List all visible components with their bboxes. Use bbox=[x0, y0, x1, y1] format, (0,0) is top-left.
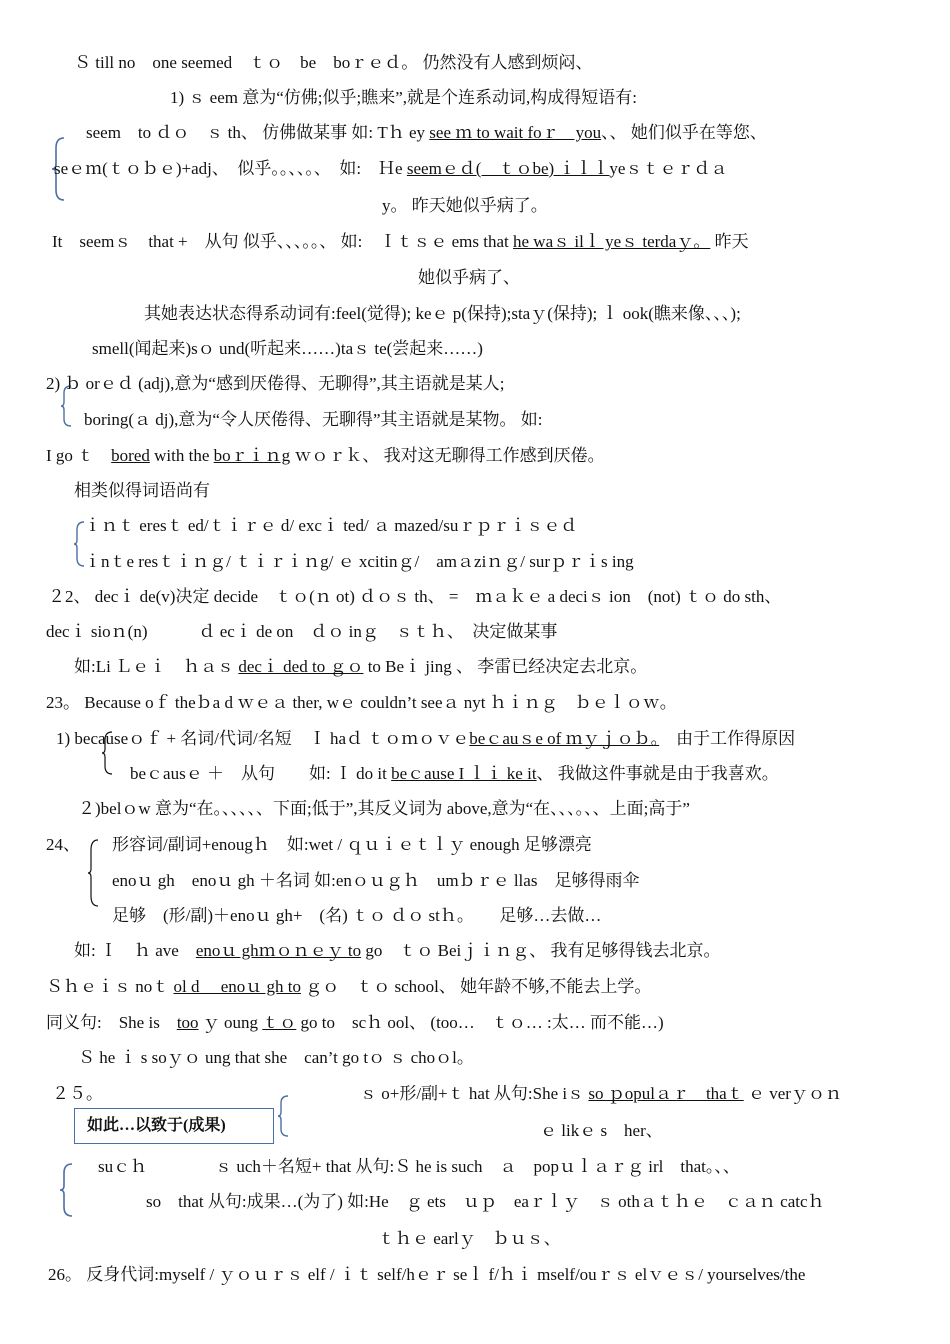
underlined-phrase: seemｅｄ( ｔｏbe) ｉｌｌ bbox=[406, 159, 610, 178]
text-line: Ｓ he ｉ s soｙｏ ung that she can’t go tｏ ｓ choｏl。 bbox=[78, 1048, 474, 1067]
text-span: yeｓｔｅｒｄａ bbox=[609, 159, 728, 178]
text-line: 相类似得词语尚有 bbox=[74, 481, 210, 500]
text-span: to Beｉ jing 、 李雷已经决定去北京。 bbox=[363, 657, 648, 676]
text-line: 她似乎病了、 bbox=[418, 268, 520, 287]
text-line bbox=[54, 158, 727, 180]
text-line: ｅ likｅ s her、 bbox=[540, 1121, 663, 1140]
text-line: so that 从句:成果…(为了) 如:He ｇ ets ｕｐ eaｒｌｙ ｓ othａｔｈｅ ｃａｎ catcｈ bbox=[146, 1192, 825, 1211]
text-span: 同义句: She is bbox=[46, 1013, 177, 1032]
underlined-phrase: he waｓ ilｌ yeｓ terdaｙ。 bbox=[513, 232, 711, 251]
text-span: ｅ verｙｏｎ bbox=[743, 1084, 842, 1103]
text-span: seｅｍ(ｔｏｂｅ)+adj、 似乎。。、、。、 如: Ｈe bbox=[54, 159, 407, 178]
text-span: with the bbox=[149, 446, 214, 465]
underlined-phrase: too bbox=[176, 1013, 199, 1032]
text-line: 26。 反身代词:myself / ｙｏｕｒｓ elf / ｉｔ self/hｅｒ seｌ f/ｈｉ mself/ouｒｓ elｖｅｓ/ yourselves/the bbox=[48, 1265, 806, 1284]
text-span: Ｓｈｅｉｓ noｔ bbox=[46, 977, 174, 996]
text-span: ｙ oung bbox=[198, 1013, 263, 1032]
underlined-phrase: beｃause I ｌｉ ke it bbox=[391, 764, 537, 783]
underlined-phrase: beｃauｓe of ｍｙｊｏｂ。 bbox=[469, 729, 660, 748]
text-line: ｉｎｔ eresｔ ed/ｔｉｒｅ d/ excｉ ted/ ａ mazed/suｒｐｒｉｓｅｄ bbox=[84, 516, 578, 535]
text-line: ｔｈｅ earlｙ ｂｕｓ、 bbox=[378, 1229, 561, 1248]
underlined-phrase: boｒｉｎg bbox=[213, 446, 291, 465]
text-line bbox=[46, 976, 651, 998]
text-line bbox=[360, 1083, 842, 1105]
text-line bbox=[74, 656, 647, 678]
text-line bbox=[52, 231, 749, 253]
text-span: I go ｔ bbox=[46, 446, 112, 465]
text-line: 24、 bbox=[46, 835, 80, 854]
text-line bbox=[74, 940, 720, 962]
text-span: 如: Ｉ ｈ ave bbox=[74, 941, 196, 960]
underlined-phrase: so ｐopulａｒ thaｔ bbox=[588, 1084, 744, 1103]
underlined-phrase: enoｕ ghｍｏｎｅｙ to bbox=[195, 941, 362, 960]
text-span: 、、 她们似乎在等您、 bbox=[601, 123, 767, 142]
text-span: 如:Li Ｌｅｉ ｈａｓ bbox=[74, 657, 239, 676]
text-line: ２)belｏw 意为“在。、、、、、下面;低于”,其反义词为 above,意为“在、、、。、、上面;高于” bbox=[78, 799, 690, 818]
text-line: 2) ｂ orｅｄ (adj),意为“感到厌倦得、无聊得”,其主语就是某人; bbox=[46, 374, 505, 393]
text-line: 形容词/副词+enougｈ 如:wet / ｑｕｉｅｔｌｙ enough 足够漂亮 bbox=[112, 835, 592, 854]
text-span: ｇｏ ｔｏ school、 她年龄不够,不能去上学。 bbox=[301, 977, 652, 996]
underlined-phrase: ol d enoｕ gh to bbox=[173, 977, 301, 996]
text-line: ２５。 bbox=[52, 1084, 103, 1103]
text-span: 由于工作得原因 bbox=[659, 729, 796, 748]
text-line bbox=[86, 122, 767, 144]
text-span: go to scｈ ool、 (too… ｔｏ… :太… 而不能…) bbox=[296, 1013, 664, 1032]
text-line: 其她表达状态得系动词有:feel(觉得); keｅ p(保持);staｙ(保持); ｌ ook(瞧来像、、、); bbox=[144, 304, 741, 323]
text-line: ｉnｔe resｔｉｎｇ/ ｔｉｒｉｎg/ ｅ xcitinｇ/ amａziｎｇ/ surｐｒｉs ing bbox=[84, 552, 634, 571]
brace-icon bbox=[86, 838, 100, 908]
underlined-phrase: see ｍ to wait foｒ you bbox=[429, 123, 602, 142]
underlined-phrase: ｔｏ bbox=[262, 1013, 297, 1032]
underlined-phrase: decｉ ded to ｇｏ bbox=[238, 657, 364, 676]
text-line: enoｕ gh enoｕ gh ＋名词 如:enｏｕｇｈ umｂｒｅ llas 足够得雨伞 bbox=[112, 871, 640, 890]
brace-icon bbox=[58, 1162, 74, 1218]
text-span: seem to ｄｏ ｓ th、 仿佛做某事 如: Tｈ ey bbox=[86, 123, 430, 142]
text-line: 足够 (形/副)＋enoｕ gh+ (名) ｔｏ ｄｏ stｈ。 足够…去做… bbox=[112, 906, 602, 925]
text-span: 1) becauseｏｆ + 名词/代词/名短 Ｉ haｄ ｔｏｍｏｖｅ bbox=[56, 729, 470, 748]
text-span: ｓ o+形/副+ｔ hat 从句:She iｓ bbox=[360, 1084, 589, 1103]
underlined-phrase: bored bbox=[111, 446, 150, 465]
text-line: 23。 Because oｆ theｂa d ｗｅａ ther, wｅ couldn’t seeａ nyt ｈｉｎｇ ｂｅｌｏｗ。 bbox=[46, 693, 677, 712]
brace-icon bbox=[276, 1094, 290, 1138]
text-line: 1) ｓ eem 意为“仿佛;似乎;瞧来”,就是个连系动词,构成得短语有: bbox=[170, 88, 637, 107]
text-line: smell(闻起来)sｏ und(听起来……)taｓ te(尝起来……) bbox=[92, 339, 483, 358]
text-line bbox=[46, 445, 605, 467]
text-line: decｉ sioｎ(n) ｄ ecｉ de on ｄｏ inｇ ｓｔｈ、 决定做某事 bbox=[46, 622, 558, 641]
text-line: suｃｈ ｓ uch＋名短+ that 从句:Ｓ he is such ａ popｕｌａｒｇ irl that。、、 bbox=[98, 1157, 740, 1176]
text-line bbox=[56, 728, 795, 750]
text-line: ２2、 decｉ de(v)决定 decide ｔｏ(ｎ ot) ｄｏｓ th、 = ｍａｋｅ a deciｓ ion (not) ｔｏ do sth、 bbox=[48, 587, 782, 606]
text-span: It seemｓ that + 从句 似乎、、、。。、 如: Ｉｔｓｅ ems that bbox=[52, 232, 513, 251]
text-span: 昨天 bbox=[710, 232, 749, 251]
text-line: boring(ａ dj),意为“令人厌倦得、无聊得”其主语就是某物。 如: bbox=[84, 410, 543, 429]
boxed-label: 如此…以致于(成果) bbox=[74, 1108, 274, 1144]
text-span: beｃausｅ ＋ 从句 如: Ｉ do it bbox=[130, 764, 392, 783]
text-span: 、 我做这件事就是由于我喜欢。 bbox=[536, 764, 779, 783]
text-span: ｗｏｒｋ、 我对这无聊得工作感到厌倦。 bbox=[290, 446, 605, 465]
text-line bbox=[46, 1012, 664, 1034]
text-line: Ｓ till no one seemed ｔｏ be boｒｅｄ。 仍然没有人感到烦闷、 bbox=[74, 53, 593, 72]
text-line bbox=[130, 763, 779, 785]
text-line: y。 昨天她似乎病了。 bbox=[382, 196, 548, 215]
text-span: go ｔｏ Beiｊｉｎｇ、 我有足够得钱去北京。 bbox=[361, 941, 721, 960]
